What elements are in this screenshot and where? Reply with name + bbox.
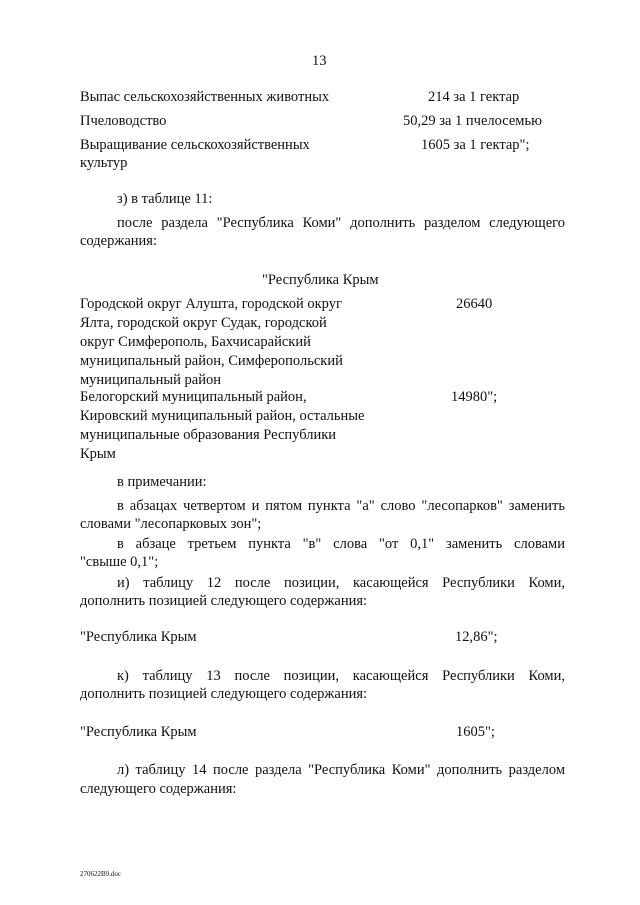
table-row-value: 50,29 за 1 пчелосемью	[403, 113, 542, 129]
paragraph-line: к) таблицу 13 после позиции, касающейся Республики Коми,	[117, 668, 565, 684]
table-row-name: "Республика Крым	[80, 724, 197, 740]
table-row-name: "Республика Крым	[80, 629, 197, 645]
page-number: 13	[312, 53, 327, 69]
section-heading: в примечании:	[117, 474, 207, 490]
table-row-value: 14980";	[451, 389, 498, 405]
paragraph-line: после раздела "Республика Коми" дополнить разделом следующего	[117, 215, 565, 231]
paragraph-line: в абзаце третьем пункта "в" слова "от 0,1" заменить словами	[117, 536, 565, 552]
paragraph-line: словами "лесопарковых зон";	[80, 516, 262, 532]
table-row-value: 26640	[456, 296, 493, 312]
table-row-value: 12,86";	[455, 629, 498, 645]
table-row-name: Белогорский муниципальный район, Кировский муниципальный район, остальные муниципальные образования Республики Крым	[80, 389, 365, 462]
table-row-name: Городской округ Алушта, городской округ Ялта, городской округ Судак, городской округ Симферополь, Бахчисарайский муниципальный район, Симферопольский муниципальный район	[80, 296, 343, 388]
table-row-name-cont: культур	[80, 155, 128, 171]
table-row-value: 1605";	[456, 724, 495, 740]
table-row-value: 214 за 1 гектар	[428, 89, 520, 105]
paragraph-line: дополнить позицией следующего содержания:	[80, 593, 368, 609]
paragraph-line: содержания:	[80, 233, 158, 249]
paragraph-line: следующего содержания:	[80, 781, 237, 797]
table-row-name: Выпас сельскохозяйственных животных	[80, 89, 330, 105]
table-title: "Республика Крым	[262, 272, 379, 288]
paragraph-line: дополнить позицией следующего содержания:	[80, 686, 368, 702]
paragraph-line: в абзацах четвертом и пятом пункта "а" слово "лесопарков" заменить	[117, 498, 565, 514]
table-row-name: Пчеловодство	[80, 113, 167, 129]
footer-filename: 270622B9.doc	[80, 870, 122, 878]
section-heading: з) в таблице 11:	[117, 191, 213, 207]
table-row-name: Выращивание сельскохозяйственных	[80, 137, 310, 153]
table-row-value: 1605 за 1 гектар";	[421, 137, 530, 153]
paragraph-line: и) таблицу 12 после позиции, касающейся Республики Коми,	[117, 575, 565, 591]
paragraph-line: "свыше 0,1";	[80, 554, 159, 570]
paragraph-line: л) таблицу 14 после раздела "Республика Коми" дополнить разделом	[117, 762, 565, 778]
